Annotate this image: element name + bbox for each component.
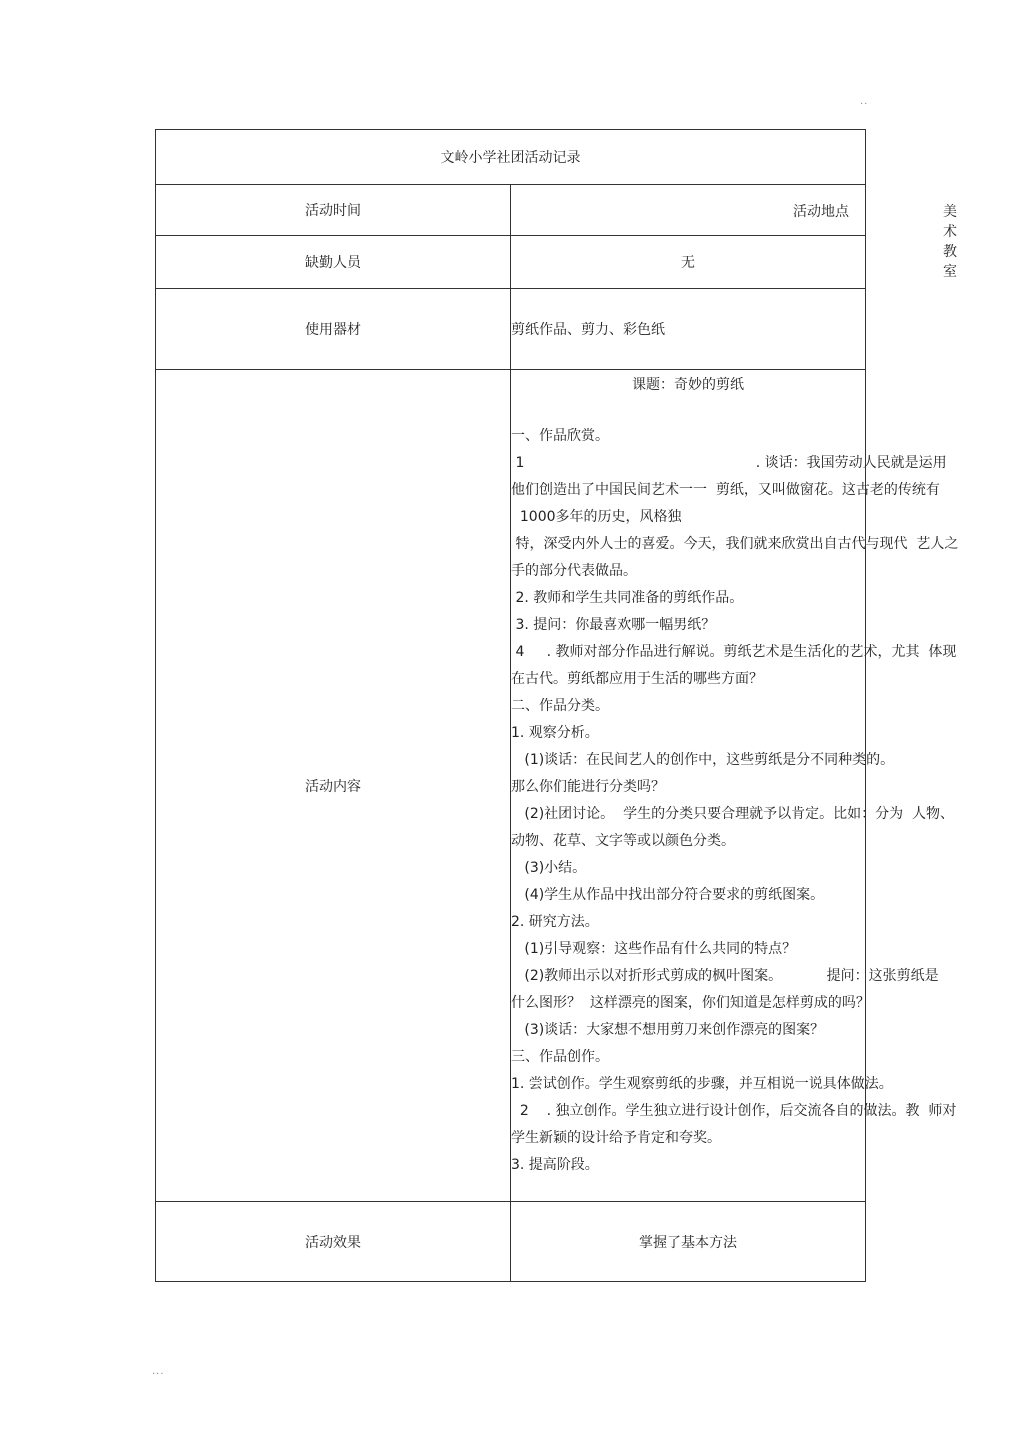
content-label: 活动内容: [156, 370, 511, 1202]
row-activity-time: [156, 185, 866, 236]
content-line: 1 . 谈话：我国劳动人民就是运用: [511, 455, 947, 471]
absent-value: 无: [511, 236, 866, 289]
location-value: 美术教室: [943, 204, 957, 280]
content-line: (2)社团讨论。 学生的分类只要合理就予以肯定。比如：分为 人物、: [511, 806, 954, 822]
content-line: 3. 提高阶段。: [511, 1157, 599, 1173]
content-line: 那么你们能进行分类吗？: [511, 779, 665, 795]
content-line: 手的部分代表做品。: [511, 563, 637, 579]
row-effect: [156, 1202, 866, 1282]
content-line: 三、作品创作。: [511, 1049, 609, 1065]
activity-time-value-cell: [511, 185, 957, 280]
content-line: 他们创造出了中国民间艺术一一 剪纸，又叫做窗花。这古老的传统有: [511, 482, 940, 498]
content-lines: [511, 423, 959, 1179]
content-line: 3. 提问：你最喜欢哪一幅男纸？: [511, 617, 716, 633]
content-line: (1)谈话：在民间艺人的创作中，这些剪纸是分不同种类的。: [511, 752, 895, 768]
activity-time-label: 活动时间: [156, 185, 511, 236]
content-line: 动物、花草、文字等或以颜色分类。: [511, 833, 735, 849]
corner-mark-bottom: ...: [152, 1366, 165, 1377]
content-line: 在古代。剪纸都应用于生活的哪些方面？: [511, 671, 763, 687]
content-line: 2. 教师和学生共同准备的剪纸作品。: [511, 590, 744, 606]
table-title: 文岭小学社团活动记录: [156, 130, 866, 185]
equipment-value: 剪纸作品、剪力、彩色纸: [511, 289, 866, 370]
content-cell: [511, 370, 959, 1202]
row-content: [156, 370, 866, 1202]
location-label: 活动地点: [793, 204, 849, 220]
content-line: 2. 研究方法。: [511, 914, 599, 930]
activity-record-table: [155, 129, 959, 1282]
content-line: (4)学生从作品中找出部分符合要求的剪纸图案。: [511, 887, 825, 903]
corner-mark-top: ..: [860, 96, 869, 107]
content-line: 学生新颖的设计给予肯定和夸奖。: [511, 1130, 721, 1146]
content-line: (3)小结。: [511, 860, 587, 876]
content-line: 1. 观察分析。: [511, 725, 599, 741]
content-line: 一、作品欣赏。: [511, 428, 609, 444]
absent-label: 缺勤人员: [156, 236, 511, 289]
effect-label: 活动效果: [156, 1202, 511, 1282]
content-line: 4 . 教师对部分作品进行解说。剪纸艺术是生活化的艺术，尤其 体现: [511, 644, 957, 660]
content-line: (2)教师出示以对折形式剪成的枫叶图案。 提问：这张剪纸是: [511, 968, 939, 984]
row-equipment: [156, 289, 866, 370]
content-line: (1)引导观察：这些作品有什么共同的特点？: [511, 941, 797, 957]
equipment-label: 使用器材: [156, 289, 511, 370]
lesson-title: 课题：奇妙的剪纸: [632, 377, 744, 393]
effect-value: 掌握了基本方法: [511, 1202, 866, 1282]
content-line: 1000多年的历史，风格独: [511, 509, 682, 525]
content-line: 二、作品分类。: [511, 698, 609, 714]
content-line: 什么图形？ 这样漂亮的图案，你们知道是怎样剪成的吗？: [511, 995, 870, 1011]
content-line: 1. 尝试创作。学生观察剪纸的步骤，并互相说一说具体做法。: [511, 1076, 893, 1092]
content-line: 特，深受内外人士的喜爱。今天，我们就来欣赏出自古代与现代 艺人之: [511, 536, 959, 552]
content-line: (3)谈话：大家想不想用剪刀来创作漂亮的图案？: [511, 1022, 825, 1038]
row-absent: [156, 236, 866, 289]
content-line: 2 . 独立创作。学生独立进行设计创作，后交流各自的做法。教 师对: [511, 1103, 957, 1119]
